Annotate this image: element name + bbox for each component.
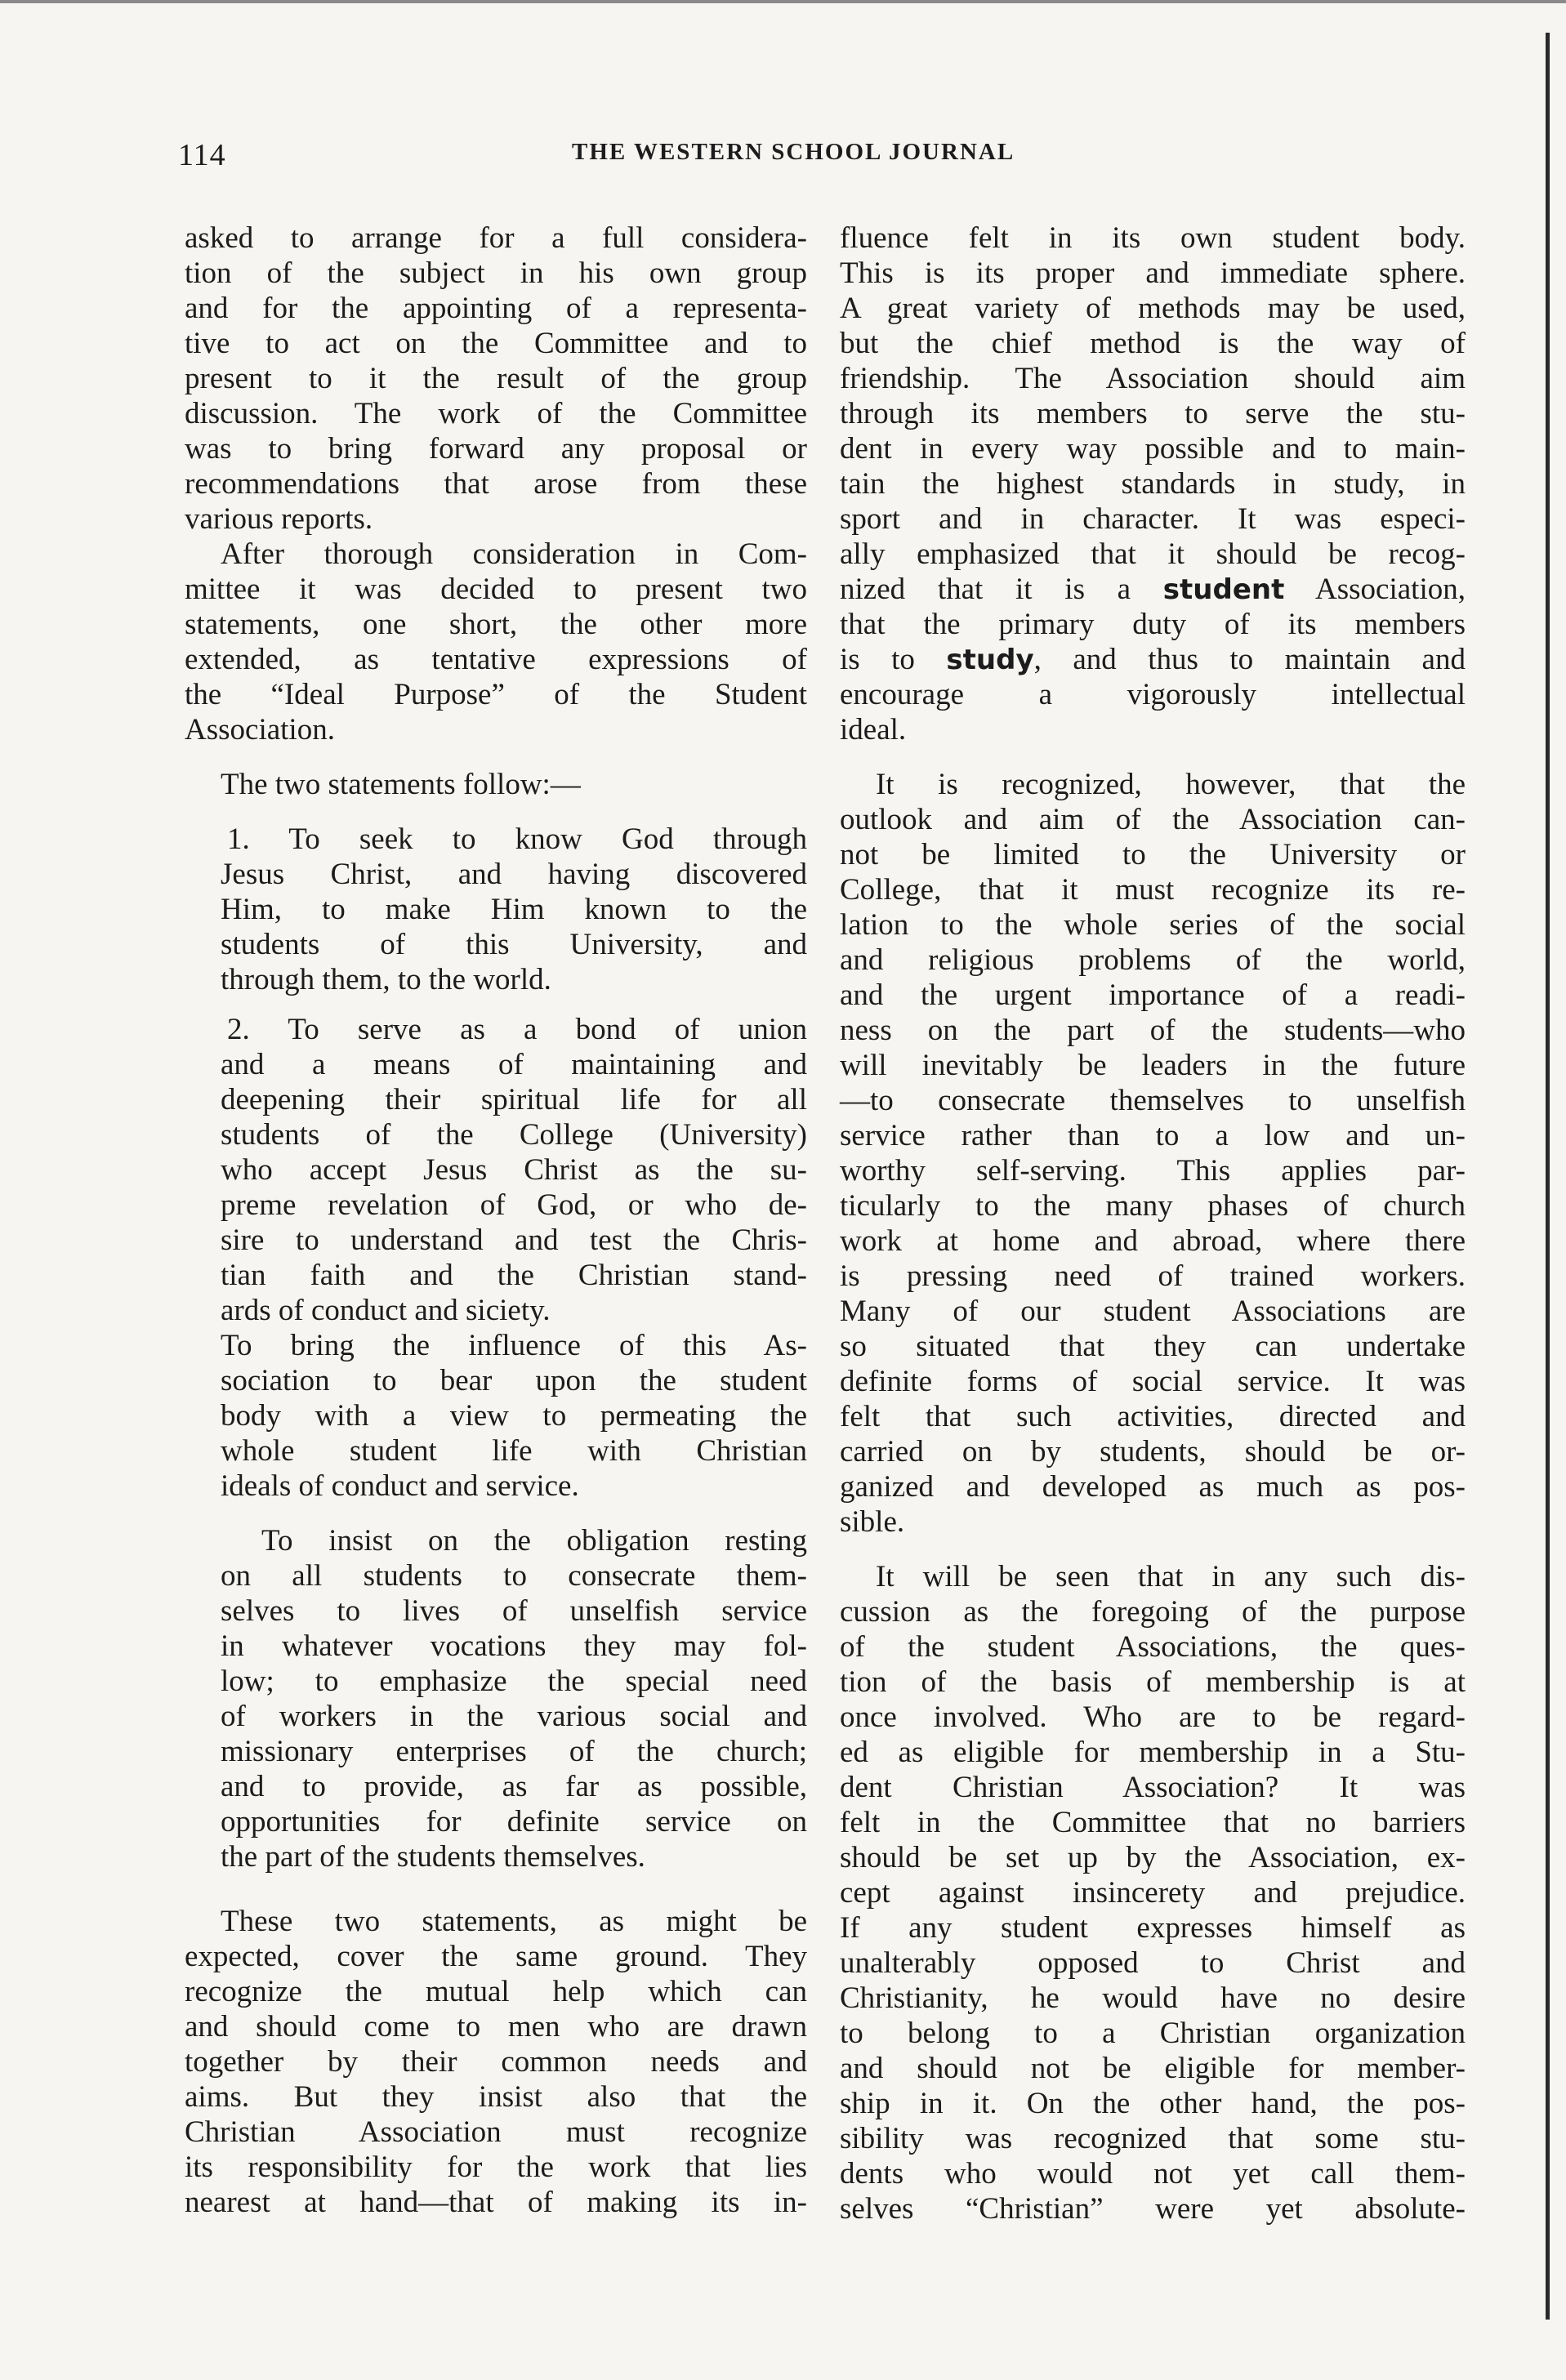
text-line [840, 572, 1466, 607]
text-line: fluence felt in its own student body. [840, 221, 1466, 255]
text-line: Association. [185, 713, 335, 747]
text-line: and religious problems of the world, [840, 943, 1466, 977]
text-line: tion of the basis of membership is at [840, 1665, 1466, 1699]
text-line: the part of the students themselves. [221, 1840, 645, 1874]
text-line: nearest at hand—that of making its in- [185, 2186, 807, 2219]
text-line: once involved. Who are to be regard- [840, 1700, 1466, 1734]
text-line: ideal. [840, 713, 907, 747]
text-line: worthy self-serving. This applies par- [840, 1154, 1466, 1188]
text-line: sport and in character. It was especi- [840, 502, 1466, 536]
text-line: After thorough consideration in Com- [221, 537, 807, 571]
text-line: —to consecrate themselves to unselfish [840, 1084, 1466, 1117]
text-line: recommendations that arose from these [185, 467, 807, 501]
text-line: and should not be eligible for member- [840, 2052, 1466, 2085]
text-fragment: nized that it is a [840, 573, 1163, 606]
text-line: Jesus Christ, and having discovered [221, 858, 807, 891]
text-line: selves to lives of unselfish service [221, 1594, 807, 1628]
text-line: was to bring forward any proposal or [185, 432, 807, 466]
text-line: to belong to a Christian organization [840, 2017, 1466, 2050]
text-line: not be limited to the University or [840, 838, 1466, 871]
text-line: so situated that they can undertake [840, 1330, 1466, 1363]
text-line: felt in the Committee that no barriers [840, 1806, 1466, 1839]
text-line: friendship. The Association should aim [840, 362, 1466, 395]
text-line: carried on by students, should be or- [840, 1435, 1466, 1469]
paragraph-gap [185, 1874, 807, 1904]
paragraph-gap [185, 1504, 807, 1523]
text-line: low; to emphasize the special need [221, 1665, 807, 1698]
text-line: and the urgent importance of a readi- [840, 978, 1466, 1012]
text-line: whole student life with Christian [221, 1434, 807, 1468]
emphasis-word: study [946, 644, 1034, 676]
text-line: expected, cover the same ground. They [185, 1940, 807, 1973]
text-line: in whatever vocations they may fol- [221, 1629, 807, 1663]
text-line: through them, to the world. [221, 963, 551, 996]
text-line: that the primary duty of its members [840, 608, 1466, 641]
text-line: work at home and abroad, where there [840, 1224, 1466, 1258]
text-line: ticularly to the many phases of church [840, 1189, 1466, 1223]
text-line: cussion as the foregoing of the purpose [840, 1595, 1466, 1629]
text-line: lation to the whole series of the social [840, 908, 1466, 942]
text-line: Christian Association must recognize [185, 2115, 807, 2149]
text-line: asked to arrange for a full considera- [185, 221, 807, 255]
text-line: ed as eligible for membership in a Stu- [840, 1736, 1466, 1769]
text-line: statements, one short, the other more [185, 608, 807, 641]
text-line: discussion. The work of the Committee [185, 397, 807, 430]
text-line: felt that such activities, directed and [840, 1400, 1466, 1433]
paragraph-gap [840, 747, 1466, 767]
text-line: and should come to men who are drawn [185, 2010, 807, 2044]
text-line: ally emphasized that it should be recog- [840, 537, 1466, 571]
text-line: various reports. [185, 502, 373, 536]
text-fragment: , and thus to maintain and [1033, 643, 1466, 676]
text-line: is pressing need of trained workers. [840, 1259, 1466, 1293]
right-column [840, 221, 1466, 2226]
text-line: tion of the subject in his own group [185, 256, 807, 290]
text-line: of workers in the various social and [221, 1700, 807, 1733]
page-binding-edge [1546, 33, 1550, 2320]
text-line: but the chief method is the way of [840, 327, 1466, 360]
text-line: sire to understand and test the Chris- [221, 1223, 807, 1257]
text-line: The two statements follow:— [221, 768, 581, 801]
text-line: service rather than to a low and un- [840, 1119, 1466, 1152]
paragraph-gap [840, 1540, 1466, 1559]
text-line: dents who would not yet call them- [840, 2157, 1466, 2191]
text-line: who accept Jesus Christ as the su- [221, 1153, 807, 1187]
text-line: should be set up by the Association, ex- [840, 1841, 1466, 1874]
text-line: 1. To seek to know God through [227, 822, 807, 856]
page-top-rule [0, 0, 1566, 3]
text-line: tive to act on the Committee and to [185, 327, 807, 360]
text-line: ards of conduct and siciety. [221, 1294, 551, 1327]
text-line: students of the College (University) [221, 1118, 807, 1152]
text-line: This is its proper and immediate sphere. [840, 256, 1466, 290]
text-line: unalterably opposed to Christ and [840, 1946, 1466, 1980]
running-head: THE WESTERN SCHOOL JOURNAL [572, 139, 1015, 165]
text-line: These two statements, as might be [221, 1905, 807, 1938]
text-line: cept against insincerety and prejudice. [840, 1876, 1466, 1910]
text-line: sociation to bear upon the student [221, 1364, 807, 1397]
text-line: definite forms of social service. It was [840, 1365, 1466, 1398]
text-line: sible. [840, 1505, 905, 1539]
text-line: mittee it was decided to present two [185, 573, 807, 606]
paragraph-gap [185, 997, 807, 1012]
text-line: present to it the result of the group [185, 362, 807, 395]
text-line: together by their common needs and [185, 2045, 807, 2079]
text-line: encourage a vigorously intellectual [840, 678, 1466, 711]
text-line: dent Christian Association? It was [840, 1771, 1466, 1804]
text-line: outlook and aim of the Association can- [840, 803, 1466, 836]
text-line: and to provide, as far as possible, [221, 1770, 807, 1803]
text-line: on all students to consecrate them- [221, 1559, 807, 1593]
text-line: ganized and developed as much as pos- [840, 1470, 1466, 1504]
text-line: A great variety of methods may be used, [840, 292, 1466, 325]
text-line: its responsibility for the work that lies [185, 2150, 807, 2184]
text-line: body with a view to permeating the [221, 1399, 807, 1433]
text-line: To bring the influence of this As- [221, 1329, 807, 1362]
text-line: Him, to make Him known to the [221, 893, 807, 926]
text-fragment: is to [840, 643, 947, 676]
text-line: dent in every way possible and to main- [840, 432, 1466, 466]
text-line: 2. To serve as a bond of union [227, 1013, 807, 1046]
paragraph-gap [185, 747, 807, 767]
text-line: students of this University, and [221, 928, 807, 961]
text-line: extended, as tentative expressions of [185, 643, 807, 676]
text-line: sibility was recognized that some stu- [840, 2122, 1466, 2155]
text-line: of the student Associations, the ques- [840, 1630, 1466, 1664]
text-line: preme revelation of God, or who de- [221, 1188, 807, 1222]
text-line: through its members to serve the stu- [840, 397, 1466, 430]
text-line: It will be seen that in any such dis- [876, 1560, 1466, 1593]
text-line: the “Ideal Purpose” of the Student [185, 678, 807, 711]
text-line: ideals of conduct and service. [221, 1469, 579, 1503]
text-line: Many of our student Associations are [840, 1295, 1466, 1328]
text-line: opportunities for definite service on [221, 1805, 807, 1838]
text-line: aims. But they insist also that the [185, 2080, 807, 2114]
text-line: It is recognized, however, that the [876, 768, 1466, 801]
text-line: recognize the mutual help which can [185, 1975, 807, 2008]
text-line: To insist on the obligation resting [261, 1524, 807, 1558]
text-line: College, that it must recognize its re- [840, 873, 1466, 907]
text-line: will inevitably be leaders in the future [840, 1049, 1466, 1082]
text-fragment: Association, [1284, 573, 1466, 606]
text-line: ship in it. On the other hand, the pos- [840, 2087, 1466, 2120]
text-line: and a means of maintaining and [221, 1048, 807, 1081]
text-line: tain the highest standards in study, in [840, 467, 1466, 501]
left-column [185, 221, 807, 2220]
page-number: 114 [178, 138, 226, 172]
text-line: tian faith and the Christian stand- [221, 1259, 807, 1292]
text-line: and for the appointing of a representa- [185, 292, 807, 325]
text-line [840, 642, 1466, 677]
text-line: missionary enterprises of the church; [221, 1735, 807, 1768]
text-line: deepening their spiritual life for all [221, 1083, 807, 1116]
text-line: If any student expresses himself as [840, 1911, 1466, 1945]
text-line: Christianity, he would have no desire [840, 1981, 1466, 2015]
emphasis-word: student [1162, 573, 1285, 606]
paragraph-gap [185, 802, 807, 822]
text-line: selves “Christian” were yet absolute- [840, 2192, 1466, 2226]
text-line: ness on the part of the students—who [840, 1014, 1466, 1047]
